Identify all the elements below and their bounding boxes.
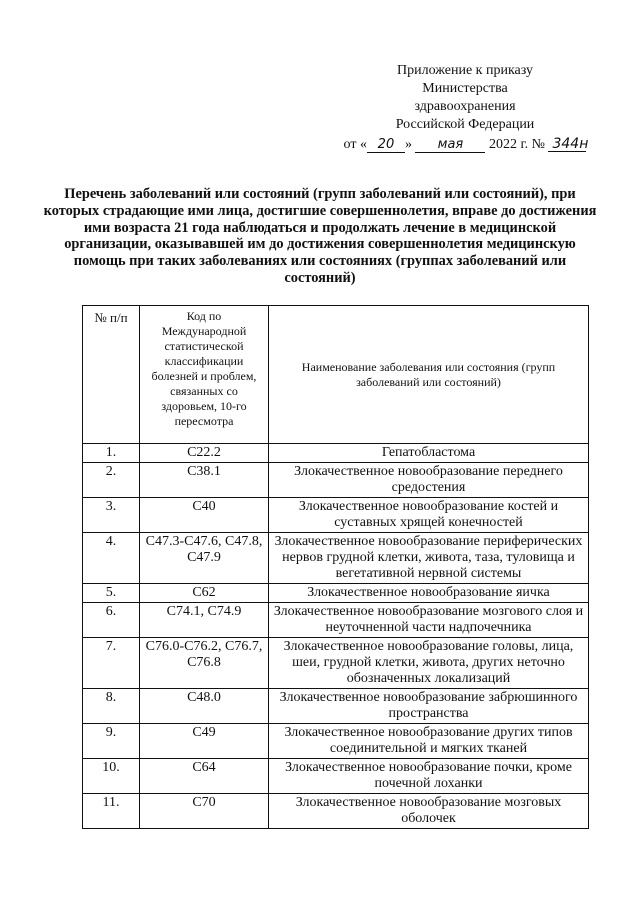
row-icd-code: C47.3-C47.6, C47.8, C47.9: [140, 533, 269, 584]
row-number: 9.: [83, 724, 140, 759]
table-row: [83, 759, 589, 794]
row-disease-name: Гепатобластома: [269, 444, 589, 463]
row-number: 8.: [83, 689, 140, 724]
row-icd-code: C64: [140, 759, 269, 794]
table-row: [83, 724, 589, 759]
row-number: 11.: [83, 794, 140, 829]
row-icd-code: C38.1: [140, 463, 269, 498]
row-disease-name: Злокачественное новообразование костей и суставных хрящей конечностей: [269, 498, 589, 533]
row-number: 6.: [83, 603, 140, 638]
table-row: [83, 584, 589, 603]
annex-line: Приложение к приказу: [397, 63, 533, 78]
row-disease-name: Злокачественное новообразование переднего средостения: [269, 463, 589, 498]
annex-line: Российской Федерации: [395, 117, 535, 132]
date-prefix: от «: [343, 137, 367, 152]
annex-line: Министерства: [422, 81, 508, 96]
row-icd-code: C62: [140, 584, 269, 603]
row-icd-code: C49: [140, 724, 269, 759]
handwritten-day: 20: [367, 138, 405, 153]
header-disease-name: Наименование заболевания или состояния (групп заболеваний или состояний): [269, 306, 589, 444]
row-disease-name: Злокачественное новообразование забрюшинного пространства: [269, 689, 589, 724]
row-icd-code: C48.0: [140, 689, 269, 724]
row-number: 7.: [83, 638, 140, 689]
table-row: [83, 533, 589, 584]
row-number: 2.: [83, 463, 140, 498]
row-number: 4.: [83, 533, 140, 584]
row-icd-code: C70: [140, 794, 269, 829]
order-date: [340, 136, 590, 154]
handwritten-month: мая: [415, 138, 485, 153]
table-body: [83, 444, 589, 829]
table-row: [83, 603, 589, 638]
date-mid: »: [404, 137, 412, 152]
row-number: 10.: [83, 759, 140, 794]
row-disease-name: Злокачественное новообразование мозгового слоя и неуточненной части надпочечника: [269, 603, 589, 638]
row-icd-code: C76.0-C76.2, C76.7, C76.8: [140, 638, 269, 689]
year-text: 2022 г. №: [488, 137, 545, 152]
row-disease-name: Злокачественное новообразование почки, кроме почечной лоханки: [269, 759, 589, 794]
row-disease-name: Злокачественное новообразование головы, лица, шеи, грудной клетки, живота, других неточно обозначенных локализаций: [269, 638, 589, 689]
row-number: 5.: [83, 584, 140, 603]
annex-line: здравоохранения: [414, 99, 516, 114]
handwritten-order-number: 344н: [548, 137, 586, 152]
document-title: Перечень заболеваний или состояний (групп заболеваний или состояний), при которых страдающие ими лица, достигшие совершеннолетия, вправе до достижения ими возраста 21 года наблюдаться и продолжать лечение в медицинской организации, оказывавшей им до достижения совершеннолетия медицинскую помощь при таких заболеваниях или состояниях (группах заболеваний или состояний): [43, 186, 597, 286]
table-row: [83, 638, 589, 689]
row-disease-name: Злокачественное новообразование периферических нервов грудной клетки, живота, таза, туловища и вегетативной нервной системы: [269, 533, 589, 584]
annex-header: [340, 62, 590, 154]
header-icd-code: Код по Международной статистической классификации болезней и проблем, связанных со здоровьем, 10-го пересмотра: [140, 306, 269, 444]
table-header-row: [83, 306, 589, 444]
table-row: [83, 498, 589, 533]
row-icd-code: C22.2: [140, 444, 269, 463]
table-row: [83, 794, 589, 829]
diseases-table: [82, 305, 589, 829]
table-row: [83, 444, 589, 463]
row-number: 3.: [83, 498, 140, 533]
row-number: 1.: [83, 444, 140, 463]
row-icd-code: C74.1, C74.9: [140, 603, 269, 638]
row-disease-name: Злокачественное новообразование других типов соединительной и мягких тканей: [269, 724, 589, 759]
row-icd-code: C40: [140, 498, 269, 533]
table-row: [83, 463, 589, 498]
row-disease-name: Злокачественное новообразование яичка: [269, 584, 589, 603]
header-number: № п/п: [83, 306, 140, 444]
row-disease-name: Злокачественное новообразование мозговых оболочек: [269, 794, 589, 829]
table-row: [83, 689, 589, 724]
